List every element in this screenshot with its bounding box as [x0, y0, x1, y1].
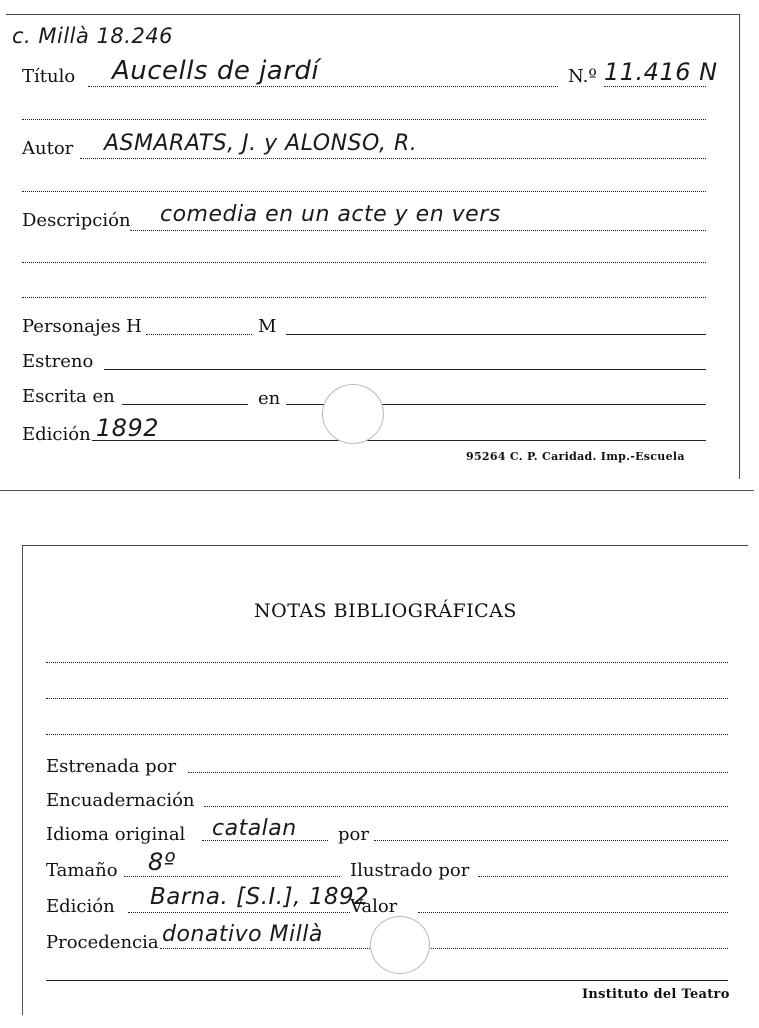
notas-line-3: [46, 734, 728, 735]
tamano-value: 8º: [148, 848, 176, 876]
estrenada-line: [188, 772, 728, 773]
printer-mark: 95264 C. P. Caridad. Imp.-Escuela: [466, 450, 685, 463]
blank-line-4: [22, 297, 706, 298]
cut-line: [0, 490, 754, 491]
escrita-en-label: en: [258, 388, 281, 409]
bottom-rule: [46, 980, 728, 981]
edicion-label: Edición: [22, 424, 91, 445]
blank-line-3: [22, 262, 706, 263]
numero-line: [604, 86, 706, 87]
top-note: c. Millà 18.246: [12, 24, 174, 48]
numero-label: N.º: [568, 66, 597, 87]
edicion-line: [92, 440, 706, 441]
autor-line: [80, 158, 706, 159]
escrita-line: [122, 404, 248, 405]
estrenada-label: Estrenada por: [46, 756, 177, 777]
ilustrado-line: [478, 876, 728, 877]
estreno-label: Estreno: [22, 351, 94, 372]
descripcion-label: Descripción: [22, 210, 131, 231]
punch-hole-front: [322, 384, 384, 444]
personajes-label: Personajes H: [22, 316, 142, 337]
escrita-label: Escrita en: [22, 386, 115, 407]
procedencia-line: [160, 948, 728, 949]
idioma-value: catalan: [212, 816, 297, 841]
idioma-por-line: [374, 840, 728, 841]
punch-hole-back: [370, 916, 430, 974]
notas-line-1: [46, 662, 728, 663]
titulo-line: [88, 86, 558, 87]
personajes-m-line: [286, 334, 706, 335]
procedencia-value: donativo Millà: [162, 922, 323, 947]
notas-line-2: [46, 698, 728, 699]
edicion2-label: Edición: [46, 896, 115, 917]
encuadernacion-line: [204, 806, 728, 807]
ilustrado-label: Ilustrado por: [350, 860, 470, 881]
valor-line: [418, 912, 728, 913]
autor-value: ASMARATS, J. y ALONSO, R.: [104, 131, 418, 156]
autor-label: Autor: [22, 138, 74, 159]
personajes-h-line: [146, 334, 252, 335]
encuadernacion-label: Encuadernación: [46, 790, 195, 811]
notas-heading: NOTAS BIBLIOGRÁFICAS: [254, 600, 517, 622]
edicion2-value: Barna. [S.I.], 1892: [150, 884, 370, 910]
descripcion-value: comedia en un acte y en vers: [160, 202, 501, 227]
numero-value: 11.416 N: [604, 58, 718, 86]
idioma-por-label: por: [338, 824, 369, 845]
blank-line-1: [22, 119, 706, 120]
edicion2-line: [128, 912, 350, 913]
procedencia-label: Procedencia: [46, 932, 159, 953]
tamano-line: [124, 876, 340, 877]
descripcion-line: [130, 230, 706, 231]
idioma-label: Idioma original: [46, 824, 186, 845]
blank-line-2: [22, 191, 706, 192]
tamano-label: Tamaño: [46, 860, 118, 881]
edicion-value: 1892: [96, 414, 160, 442]
institute-footer: Instituto del Teatro: [582, 987, 730, 1002]
titulo-label: Título: [22, 66, 76, 87]
estreno-line: [104, 369, 706, 370]
titulo-value: Aucells de jardí: [112, 56, 320, 86]
personajes-m-label: M: [258, 316, 277, 337]
valor-label: Valor: [350, 896, 398, 917]
